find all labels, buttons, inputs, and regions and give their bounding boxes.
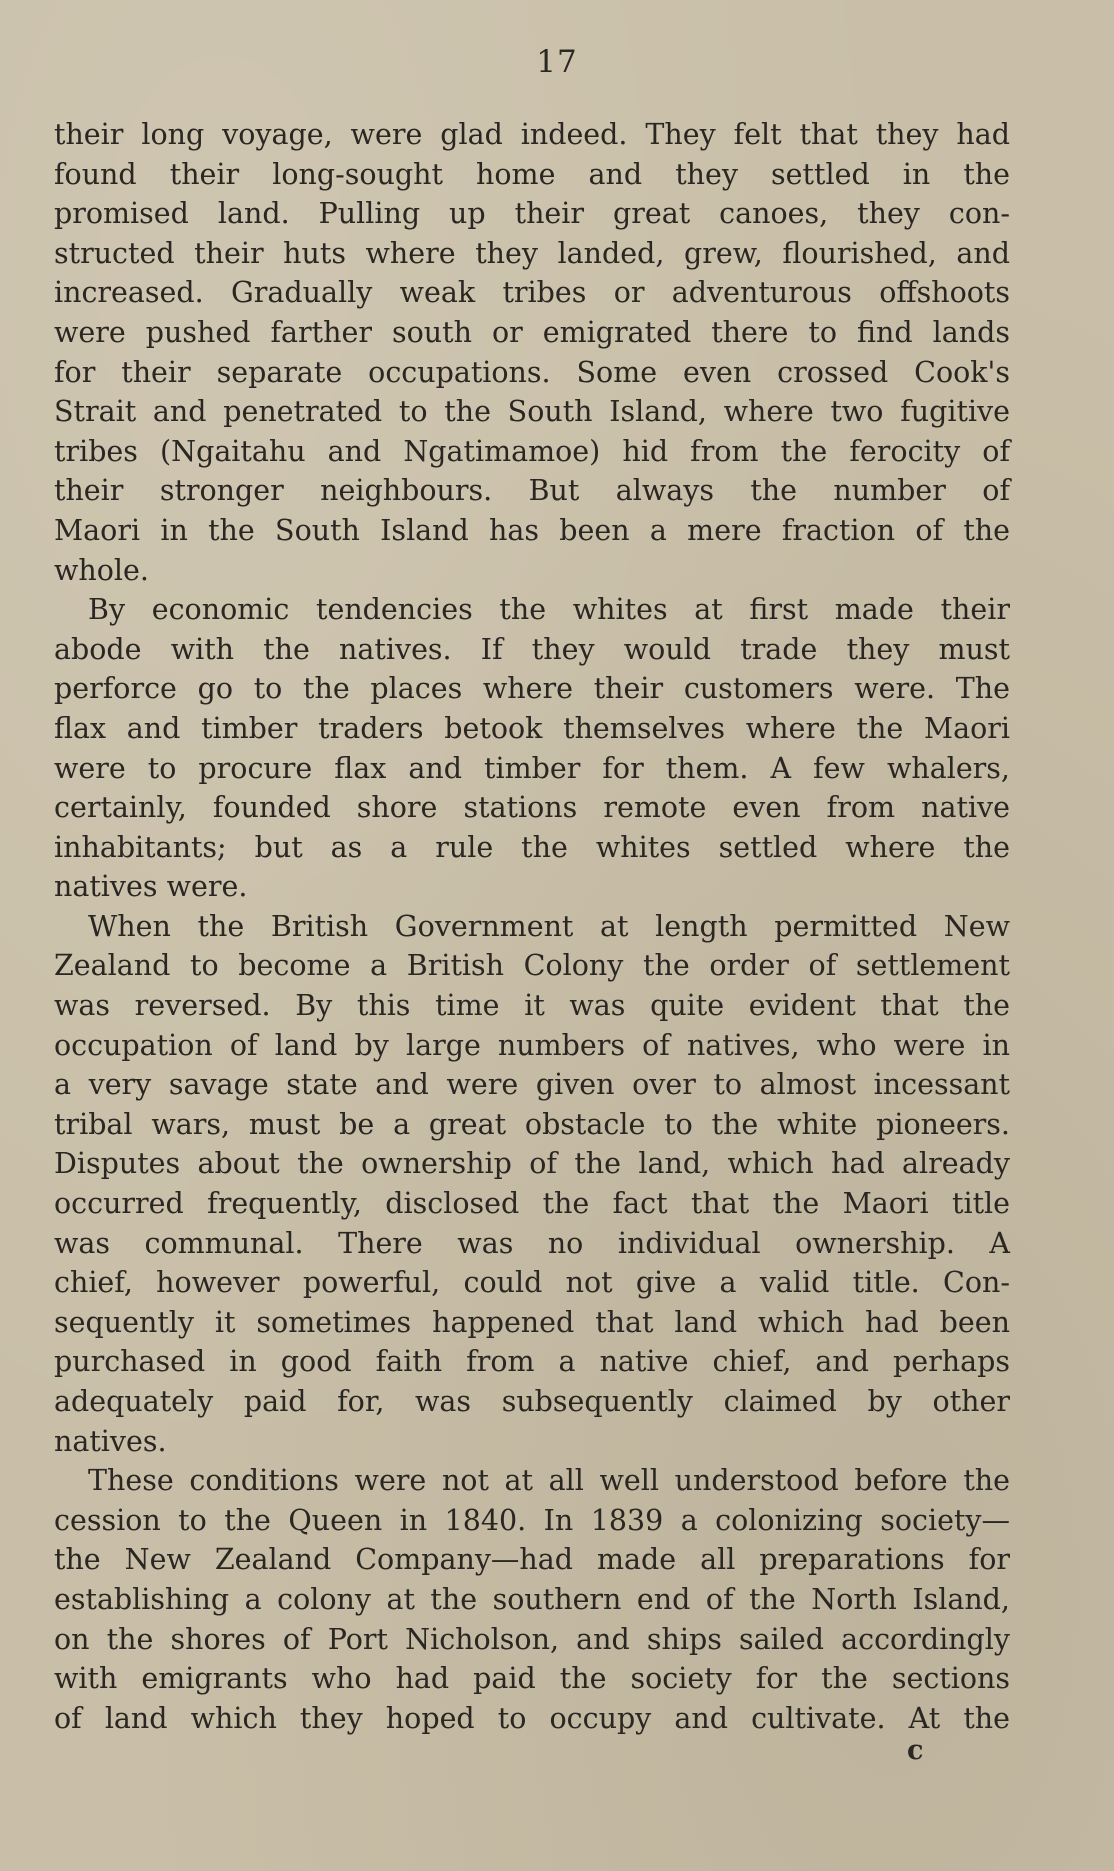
text-line: occurred frequently, disclosed the fact that the Maori title: [54, 1187, 1010, 1221]
text-line: was reversed. By this time it was quite evident that the: [54, 989, 1010, 1023]
text-line: structed their huts where they landed, grew, flourished, and: [54, 236, 1010, 270]
text-line: were to procure flax and timber for them. A few whalers,: [54, 751, 1010, 785]
text-line: their long voyage, were glad indeed. They felt that they had: [54, 118, 1010, 151]
text-line: flax and timber traders betook themselves where the Maori: [54, 711, 1010, 745]
text-line: was communal. There was no individual ownership. A: [54, 1226, 1010, 1260]
text-line: tribes (Ngaitahu and Ngatimamoe) hid from the ferocity of: [54, 434, 1010, 468]
text-line: for their separate occupations. Some even crossed Cook's: [54, 355, 1010, 389]
text-line: whole.: [54, 553, 149, 587]
text-line: Maori in the South Island has been a mere fraction of the: [54, 513, 1010, 547]
text-line: their stronger neighbours. But always the number of: [54, 474, 1010, 508]
text-line: establishing a colony at the southern end of the North Island,: [54, 1582, 1010, 1616]
text-line: Disputes about the ownership of the land, which had already: [54, 1147, 1010, 1181]
text-line: adequately paid for, was subsequently claimed by other: [54, 1385, 1010, 1418]
text-line: tribal wars, must be a great obstacle to the white pioneers.: [54, 1107, 1010, 1141]
text-line: abode with the natives. If they would trade they must: [54, 632, 1010, 666]
text-line: sequently it sometimes happened that land which had been: [54, 1305, 1010, 1339]
paragraph-start: These conditions were not at all well understood before the: [88, 1464, 1010, 1498]
page-number: 17: [536, 44, 578, 80]
signature-mark: c: [907, 1735, 924, 1766]
text-line: inhabitants; but as a rule the whites settled where the: [54, 830, 1010, 864]
text-line: occupation of land by large numbers of natives, who were in: [54, 1028, 1010, 1062]
text-line: perforce go to the places where their customers were. The: [54, 672, 1010, 706]
text-line: cession to the Queen in 1840. In 1839 a colonizing society—: [54, 1503, 1010, 1537]
paragraph-start: When the British Government at length permitted New: [88, 909, 1010, 943]
text-line: Zealand to become a British Colony the order of settlement: [54, 949, 1010, 983]
text-line: on the shores of Port Nicholson, and ships sailed accordingly: [54, 1622, 1010, 1656]
text-line: a very savage state and were given over to almost incessant: [54, 1068, 1010, 1102]
text-line: purchased in good faith from a native chief, and perhaps: [54, 1345, 1010, 1379]
text-line: natives were.: [54, 870, 248, 904]
body-text: [54, 115, 1010, 1738]
text-line: certainly, founded shore stations remote even from native: [54, 791, 1010, 825]
text-line: found their long-sought home and they settled in the: [54, 157, 1010, 191]
text-line: of land which they hoped to occupy and cultivate. At the: [54, 1701, 1010, 1735]
text-line: the New Zealand Company—had made all preparations for: [54, 1543, 1010, 1577]
text-line: increased. Gradually weak tribes or adventurous offshoots: [54, 276, 1010, 310]
text-line: chief, however powerful, could not give a valid title. Con-: [54, 1266, 1010, 1300]
text-line: were pushed farther south or emigrated there to find lands: [54, 315, 1010, 349]
paragraph-start: By economic tendencies the whites at first made their: [88, 593, 1010, 627]
text-line: Strait and penetrated to the South Island, where two fugitive: [54, 395, 1010, 429]
text-line: with emigrants who had paid the society for the sections: [54, 1662, 1010, 1696]
text-line: natives.: [54, 1424, 167, 1458]
text-line: promised land. Pulling up their great canoes, they con-: [54, 197, 1010, 231]
